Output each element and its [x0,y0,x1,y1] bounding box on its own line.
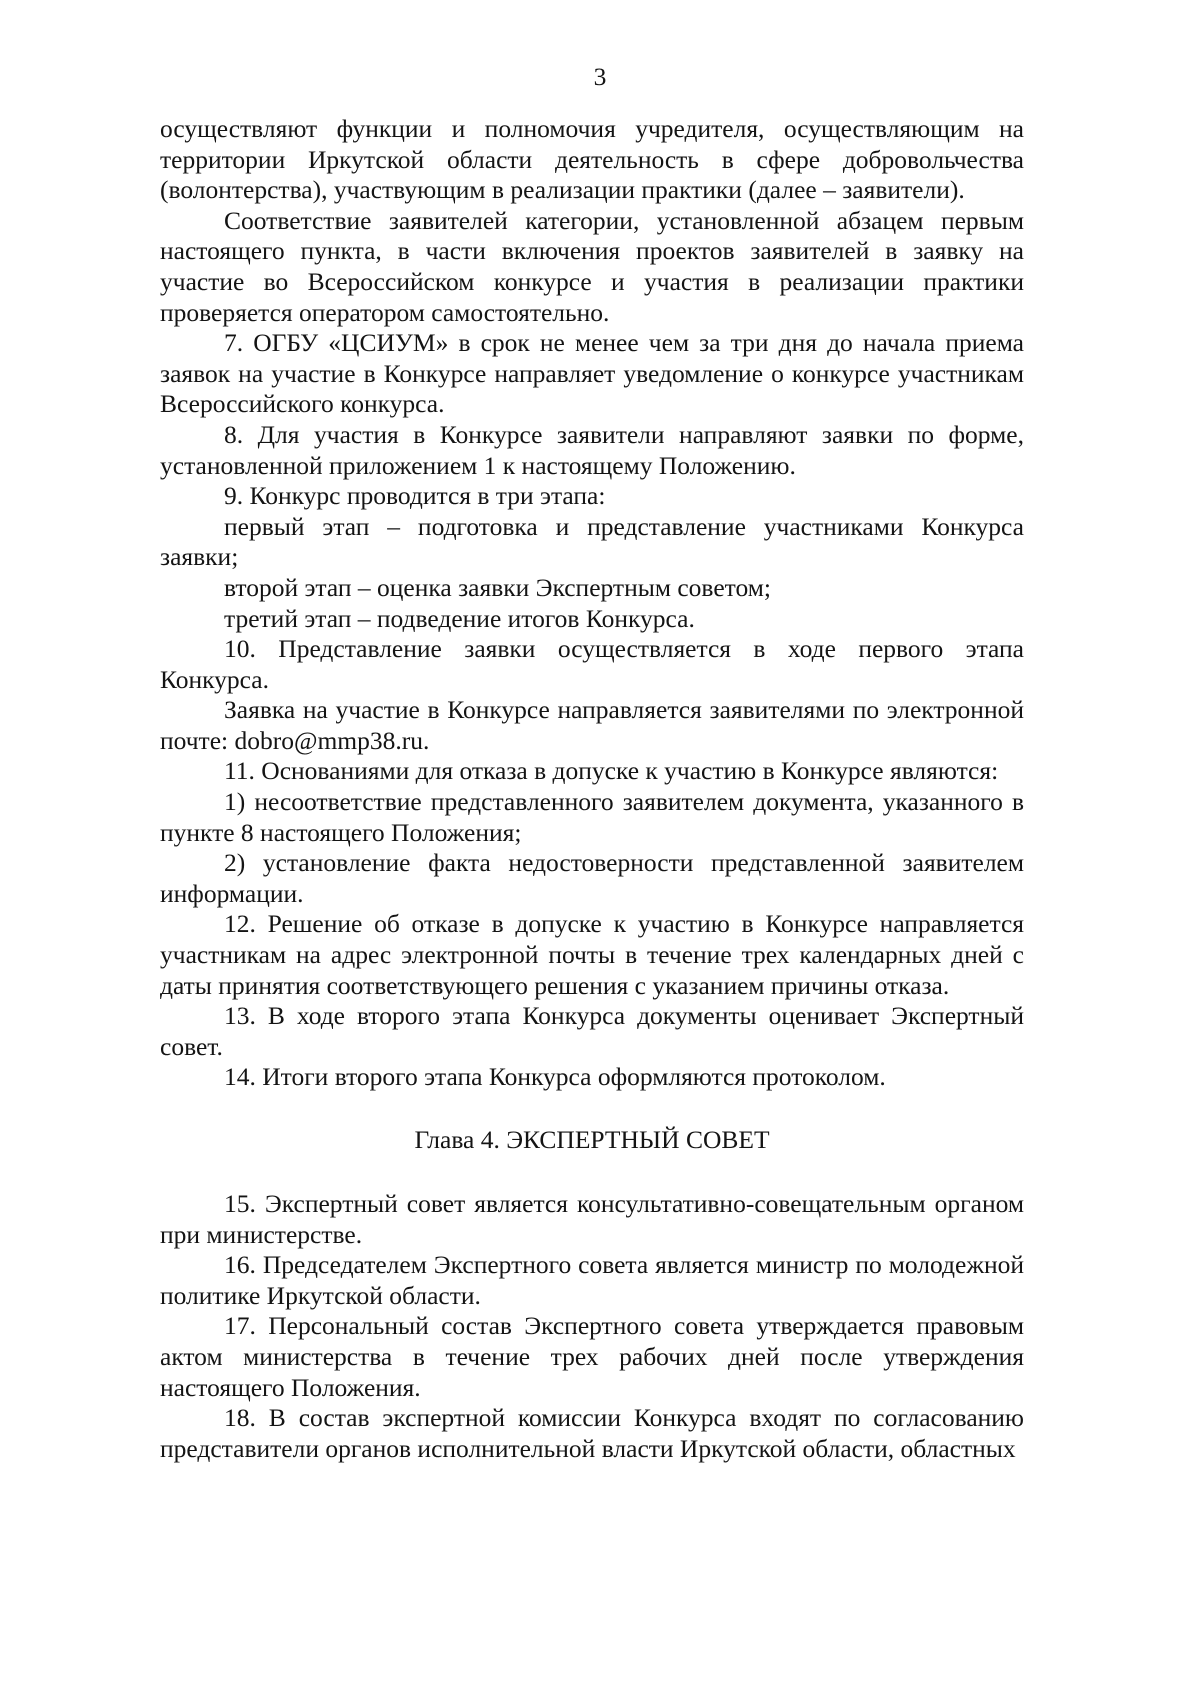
paragraph: 8. Для участия в Конкурсе заявители направляют заявки по форме, установленной приложением 1 к настоящему Положению. [160,419,1024,480]
page-number: 3 [593,62,607,91]
paragraph: второй этап – оценка заявки Экспертным советом; [224,572,771,602]
paragraph: первый этап – подготовка и представление участниками Конкурса заявки; [160,511,1024,572]
paragraph: осуществляют функции и полномочия учредителя, осуществляющим на территории Иркутской области деятельность в сфере добровольчества (волонтерства), участвующим в реализации практики (далее – заявители). [160,114,1024,205]
paragraph: Заявка на участие в Конкурсе направляется заявителями по электронной почте: dobro@mmp38.ru. [160,695,1024,755]
paragraph: 9. Конкурс проводится в три этапа: [224,481,606,511]
document-body [160,114,1024,1464]
chapter-heading: Глава 4. ЭКСПЕРТНЫЙ СОВЕТ [414,1125,770,1154]
paragraph: 1) несоответствие представленного заявителем документа, указанного в пункте 8 настоящего Положения; [160,787,1024,847]
paragraph: Соответствие заявителей категории, установленной абзацем первым настоящего пункта, в части включения проектов заявителей в заявку на участие во Всероссийском конкурсе и участия в реализации практики проверяется оператором самостоятельно. [160,205,1024,327]
paragraph: 18. В состав экспертной комиссии Конкурса входят по согласованию представители органов исполнительной власти Иркутской области, областных [160,1403,1024,1463]
paragraph: 17. Персональный состав Экспертного совета утверждается правовым актом министерства в течение трех рабочих дней после утверждения настоящего Положения. [160,1311,1024,1402]
paragraph: 16. Председателем Экспертного совета является министр по молодежной политике Иркутской области. [160,1250,1024,1310]
paragraph: третий этап – подведение итогов Конкурса. [224,603,695,633]
paragraph: 15. Экспертный совет является консультативно-совещательным органом при министерстве. [160,1189,1024,1249]
paragraph: 13. В ходе второго этапа Конкурса документы оценивает Экспертный совет. [160,1001,1024,1061]
paragraph: 14. Итоги второго этапа Конкурса оформляются протоколом. [224,1062,886,1092]
paragraph: 12. Решение об отказе в допуске к участию в Конкурсе направляется участникам на адрес электронной почты в течение трех календарных дней с даты принятия соответствующего решения с указанием причины отказа. [160,909,1024,1000]
paragraph: 2) установление факта недостоверности представленной заявителем информации. [160,848,1024,908]
paragraph: 11. Основаниями для отказа в допуске к участию в Конкурсе являются: [224,756,999,786]
paragraph: 10. Представление заявки осуществляется в ходе первого этапа Конкурса. [160,634,1024,694]
paragraph: 7. ОГБУ «ЦСИУМ» в срок не менее чем за три дня до начала приема заявок на участие в Конкурсе направляет уведомление о конкурсе участникам Всероссийского конкурса. [160,328,1024,419]
